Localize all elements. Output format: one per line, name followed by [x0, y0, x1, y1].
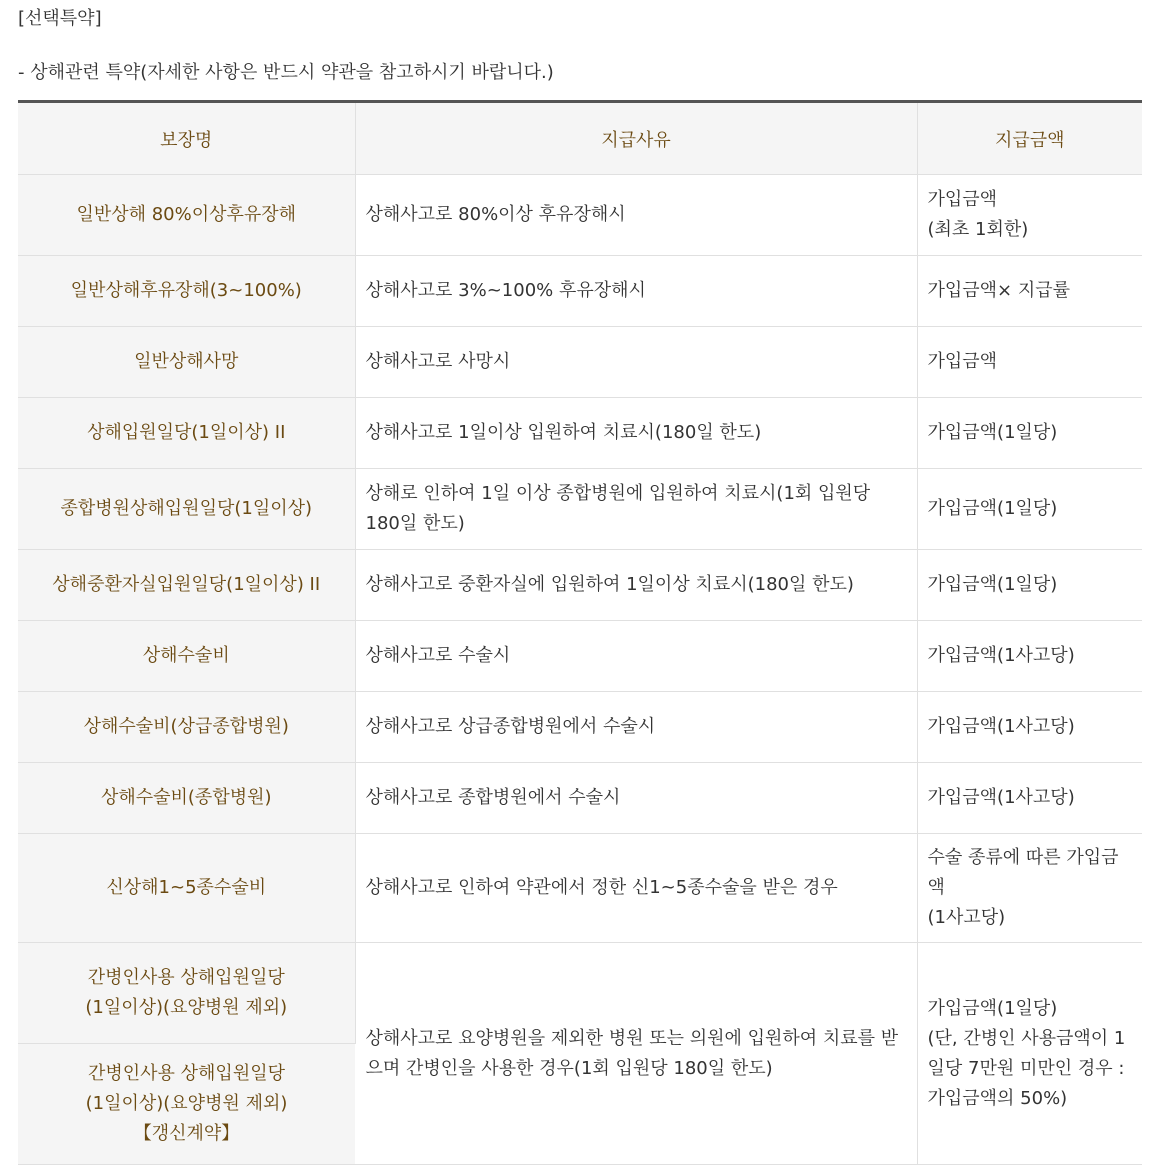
payment-amount: 가입금액(1일당) [917, 550, 1142, 621]
table-header-row [18, 102, 1142, 175]
payment-amount: 가입금액(1일당) [917, 398, 1142, 469]
coverage-name: 간병인사용 상해입원일당 (1일이상)(요양병원 제외) [18, 943, 355, 1044]
table-row [18, 256, 1142, 327]
payment-amount: 가입금액(1일당) [917, 469, 1142, 550]
payment-reason: 상해사고로 3%~100% 후유장해시 [355, 256, 917, 327]
header-payment-amount: 지급금액 [917, 102, 1142, 175]
coverage-name: 일반상해후유장해(3~100%) [18, 256, 355, 327]
table-row [18, 621, 1142, 692]
coverage-name: 상해수술비 [18, 621, 355, 692]
header-payment-reason: 지급사유 [355, 102, 917, 175]
payment-amount: 가입금액 (최초 1회한) [917, 175, 1142, 256]
payment-reason: 상해사고로 인하여 약관에서 정한 신1~5종수술을 받은 경우 [355, 834, 917, 943]
payment-reason: 상해사고로 종합병원에서 수술시 [355, 763, 917, 834]
table-row [18, 469, 1142, 550]
table-row [18, 550, 1142, 621]
payment-reason: 상해사고로 중환자실에 입원하여 1일이상 치료시(180일 한도) [355, 550, 917, 621]
payment-amount: 가입금액(1사고당) [917, 692, 1142, 763]
table-row [18, 175, 1142, 256]
payment-amount: 가입금액 [917, 327, 1142, 398]
payment-reason: 상해사고로 수술시 [355, 621, 917, 692]
coverage-name: 간병인사용 상해입원일당 (1일이상)(요양병원 제외) 【갱신계약】 [18, 1044, 355, 1165]
coverage-name: 신상해1~5종수술비 [18, 834, 355, 943]
sub-section-label: - 상해관련 특약(자세한 사항은 반드시 약관을 참고하시기 바랍니다.) [18, 62, 554, 83]
payment-reason: 상해로 인하여 1일 이상 종합병원에 입원하여 치료시(1회 입원당 180일 한도) [355, 469, 917, 550]
table-row [18, 327, 1142, 398]
section-label: [선택특약] [18, 8, 102, 29]
header-coverage-name: 보장명 [18, 102, 355, 175]
table-row [18, 834, 1142, 943]
coverage-name: 상해수술비(상급종합병원) [18, 692, 355, 763]
coverage-name: 상해입원일당(1일이상) II [18, 398, 355, 469]
payment-amount: 가입금액(1사고당) [917, 763, 1142, 834]
payment-reason: 상해사고로 1일이상 입원하여 치료시(180일 한도) [355, 398, 917, 469]
coverage-name: 상해중환자실입원일당(1일이상) II [18, 550, 355, 621]
coverage-name: 일반상해 80%이상후유장해 [18, 175, 355, 256]
coverage-name: 종합병원상해입원일당(1일이상) [18, 469, 355, 550]
payment-amount: 가입금액× 지급률 [917, 256, 1142, 327]
payment-amount: 가입금액(1사고당) [917, 621, 1142, 692]
table-row [18, 763, 1142, 834]
table-row [18, 398, 1142, 469]
table-row [18, 943, 1142, 1044]
payment-reason: 상해사고로 상급종합병원에서 수술시 [355, 692, 917, 763]
payment-amount: 수술 종류에 따른 가입금액 (1사고당) [917, 834, 1142, 943]
table-row [18, 692, 1142, 763]
payment-amount: 가입금액(1일당) (단, 간병인 사용금액이 1일당 7만원 미만인 경우 : 가입금액의 50%) [917, 943, 1142, 1165]
coverage-name: 상해수술비(종합병원) [18, 763, 355, 834]
payment-reason: 상해사고로 요양병원을 제외한 병원 또는 의원에 입원하여 치료를 받으며 간병인을 사용한 경우(1회 입원당 180일 한도) [355, 943, 917, 1165]
coverage-table [18, 100, 1142, 1165]
payment-reason: 상해사고로 사망시 [355, 327, 917, 398]
payment-reason: 상해사고로 80%이상 후유장해시 [355, 175, 917, 256]
coverage-name: 일반상해사망 [18, 327, 355, 398]
